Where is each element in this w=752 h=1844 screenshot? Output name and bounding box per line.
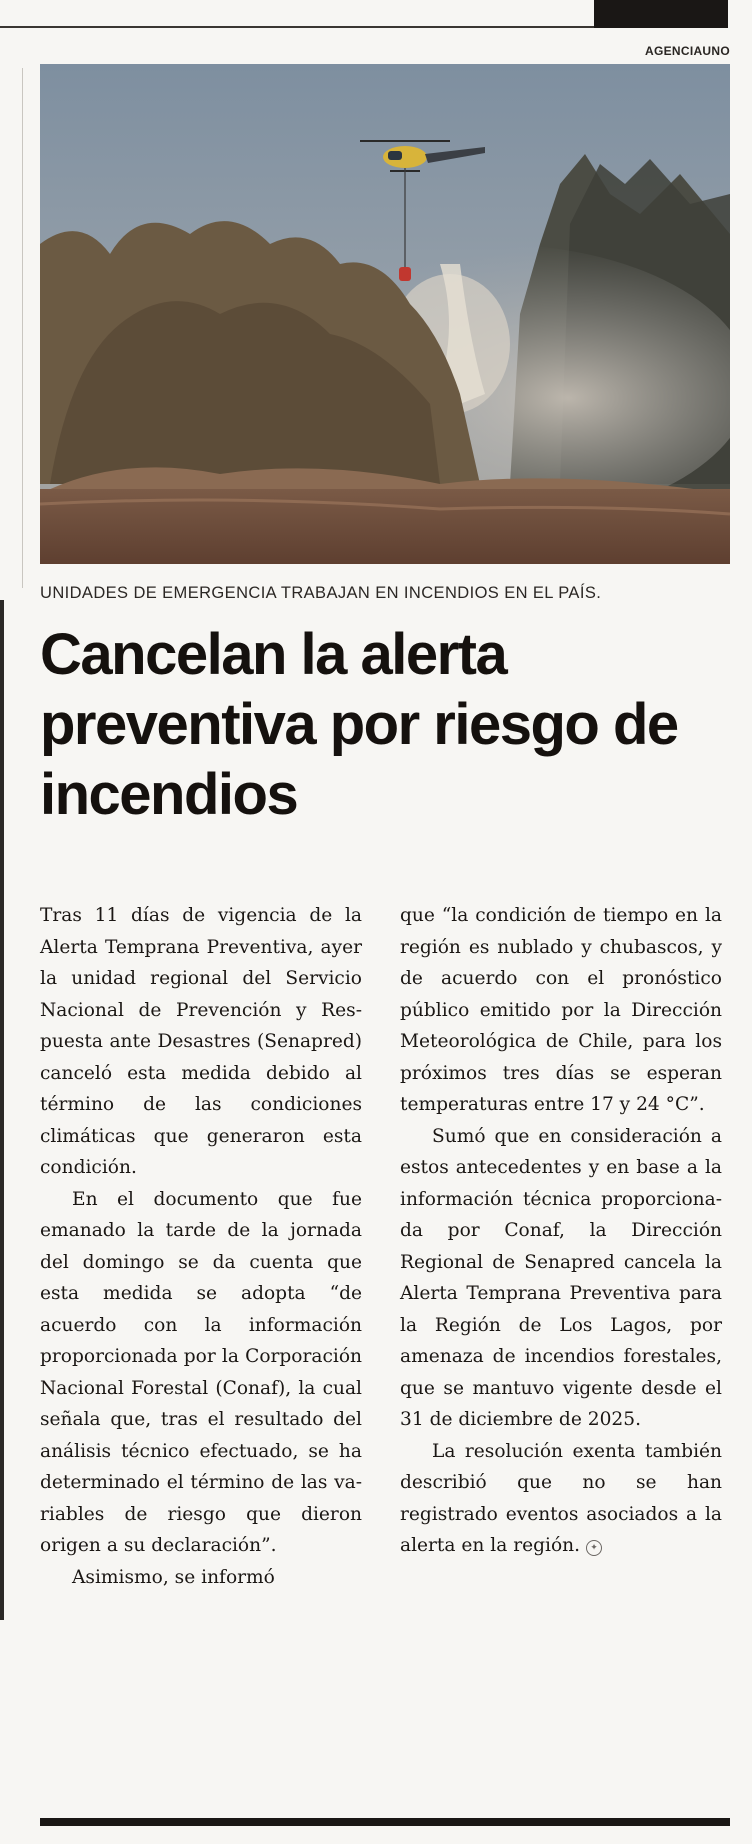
paragraph: Sumó que en consideración a estos antecedentes y en base a la información técnica proporcionada por Conaf, la Dirección Regional de Senapred cancela la Alerta Temprana Preventiva para la Región de Los Lagos, por amenaza de incendios forestales, que se mantuvo vigente desde el 31 de diciembre de 2025. bbox=[400, 1125, 722, 1430]
headline: Cancelan la alerta preventiva por riesgo de incendios bbox=[40, 622, 678, 827]
circle-star-end-mark-icon: ✦ bbox=[586, 1540, 602, 1556]
paragraph: que “la condición de tiempo en la región es nublado y chubascos, y de acuerdo con el pronóstico público emitido por la Dirección Meteorológica de Chile, para los próximos tres días se esperan temperaturas entre 17 y 24 °C”. bbox=[400, 905, 722, 1115]
top-black-block bbox=[594, 0, 728, 28]
photo-caption: UNIDADES DE EMERGENCIA TRABAJAN EN INCENDIOS EN EL PAÍS. bbox=[40, 584, 602, 602]
margin-line bbox=[22, 68, 23, 588]
top-rule bbox=[0, 26, 594, 28]
margin-bar bbox=[0, 600, 4, 1620]
photo-credit: AGENCIAUNO bbox=[644, 44, 730, 58]
paragraph: Tras 11 días de vigencia de la Alerta Temprana Preventiva, ayer la unidad regional del Servicio Nacional de Prevención y Respuesta ante Desastres (Senapred) canceló esta medida debido al término de las condiciones climáticas que generaron esta condición. bbox=[40, 905, 362, 1178]
paragraph-text: La resolución exenta también describió que no se han registrado eventos asociados a la alerta en la región. bbox=[400, 1440, 722, 1556]
article-column-right bbox=[400, 900, 722, 1562]
article-column-left bbox=[40, 900, 362, 1593]
paragraph: Asimismo, se informó bbox=[72, 1566, 275, 1588]
news-photo bbox=[40, 64, 730, 564]
bottom-rule bbox=[40, 1818, 730, 1826]
paragraph: En el documento que fue emanado la tarde de la jornada del domingo se da cuenta que esta medida se adopta “de acuerdo con la información proporcionada por la Corporación Nacional Forestal (Conaf), la cual señala que, tras el resultado del análisis técnico efectuado, se ha determinado el término de las variables de riesgo que dieron origen a su declaración”. bbox=[40, 1188, 362, 1556]
paragraph bbox=[400, 1436, 722, 1562]
